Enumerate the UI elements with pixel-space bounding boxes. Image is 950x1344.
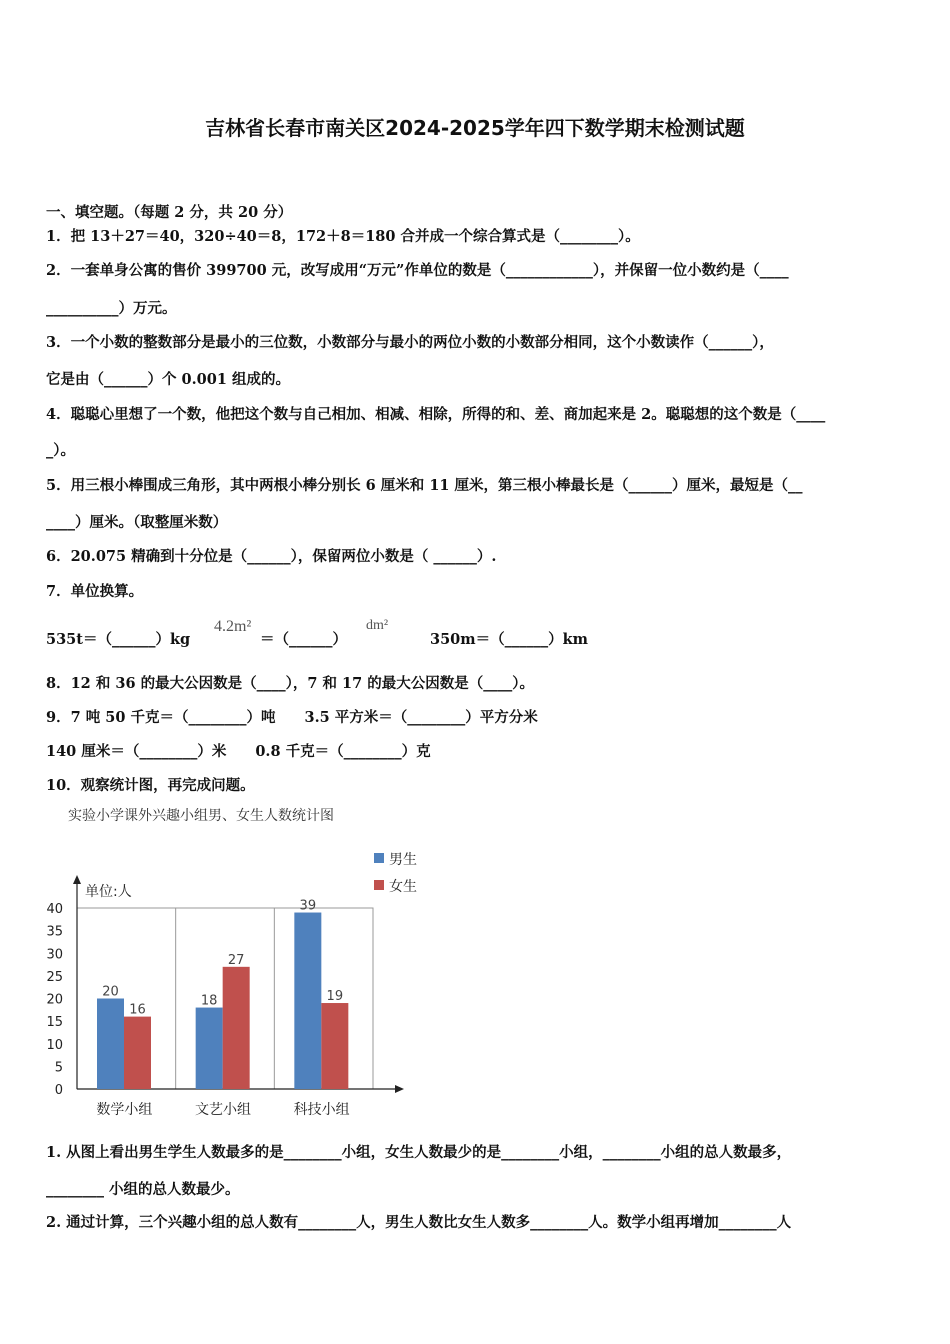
chart-y-tick-label: 30: [46, 947, 63, 963]
chart-x-axis-arrow: [395, 1085, 404, 1093]
chart-y-tick-label: 40: [46, 902, 63, 917]
bar-chart: [40, 800, 440, 1130]
chart-y-tick-label: 35: [46, 924, 63, 940]
question-4-line2: _）。: [46, 442, 75, 459]
question-9-line1: 9．7 吨 50 千克＝（________）吨 3.5 平方米＝（________）平方分米: [46, 709, 538, 726]
chart-legend-swatch: [374, 853, 384, 863]
chart-y-axis-arrow: [73, 875, 81, 884]
unit-conversion-row: [46, 614, 646, 654]
conversion-a: 535t＝（______）kg: [46, 631, 191, 648]
question-9-line2: 140 厘米＝（________）米 0.8 千克＝（________）克: [46, 743, 431, 760]
question-4-line1: 4．聪聪心里想了一个数，他把这个数与自己相加、相减、相除，所得的和、差、商加起来是 2。聪聪想的这个数是（____: [46, 406, 826, 423]
chart-data-label: 18: [200, 993, 218, 1009]
subquestion-1-line1: 1. 从图上看出男生学生人数最多的是________小组，女生人数最少的是________小组，________小组的总人数最多，: [46, 1144, 792, 1161]
question-5-line1: 5．用三根小棒围成三角形，其中两根小棒分别长 6 厘米和 11 厘米，第三根小棒最长是（______）厘米，最短是（__: [46, 477, 803, 494]
chart-bar-boys: [97, 999, 124, 1090]
question-6: 6．20.075 精确到十分位是（______），保留两位小数是（ ______）.: [46, 548, 497, 565]
chart-bar-girls: [223, 967, 250, 1089]
question-5-line2: ____）厘米。（取整厘米数）: [46, 514, 228, 531]
chart-y-tick-label: 20: [46, 992, 63, 1008]
chart-legend-label: 女生: [389, 879, 417, 895]
chart-y-label: 单位:人: [85, 884, 132, 900]
chart-y-tick-label: 10: [46, 1037, 63, 1053]
question-2-line1: 2．一套单身公寓的售价 399700 元，改写成用“万元”作单位的数是（____________），并保留一位小数约是（____: [46, 262, 789, 279]
chart-y-tick-label: 0: [54, 1083, 63, 1098]
question-3-line2: 它是由（______）个 0.001 组成的。: [46, 371, 290, 388]
question-3-line1: 3．一个小数的整数部分是最小的三位数，小数部分与最小的两位小数的小数部分相同，这个小数读作（______），: [46, 334, 774, 351]
chart-data-label: 16: [129, 1002, 146, 1018]
chart-legend-label: 男生: [389, 852, 417, 868]
chart-bar-girls: [321, 1003, 348, 1089]
section-heading: 一、填空题。（每题 2 分，共 20 分）: [46, 204, 293, 221]
chart-x-tick-label: 数学小组: [96, 1102, 153, 1118]
chart-y-tick-label: 25: [46, 969, 63, 985]
chart-title: 实验小学课外兴趣小组男、女生人数统计图: [68, 808, 334, 824]
chart-data-label: 20: [102, 984, 119, 1000]
chart-bar-boys: [294, 913, 321, 1089]
question-1: 1．把 13＋27＝40，320÷40＝8，172＋8＝180 合并成一个综合算式是（________）。: [46, 228, 640, 245]
conversion-c: 350m＝（______）km: [430, 631, 588, 648]
chart-data-label: 27: [227, 952, 245, 968]
question-10: 10．观察统计图，再完成问题。: [46, 777, 255, 794]
chart-bar-girls: [124, 1017, 151, 1089]
chart-bar-boys: [196, 1008, 223, 1089]
chart-y-tick-label: 5: [54, 1060, 63, 1076]
chart-y-tick-label: 15: [46, 1015, 63, 1031]
subquestion-2-line1: 2. 通过计算，三个兴趣小组的总人数有________人，男生人数比女生人数多________人。数学小组再增加________人: [46, 1214, 792, 1231]
conversion-b-unit: dm²: [366, 618, 389, 633]
chart-x-tick-label: 科技小组: [293, 1102, 350, 1118]
subquestion-1-line2: ________ 小组的总人数最少。: [46, 1181, 240, 1198]
bar-chart-svg: [40, 800, 440, 1130]
chart-data-label: 19: [326, 989, 344, 1005]
chart-x-tick-label: 文艺小组: [195, 1102, 251, 1118]
chart-data-label: 39: [299, 898, 317, 914]
page-title: 吉林省长春市南关区2024-2025学年四下数学期末检测试题: [205, 116, 745, 140]
chart-legend-swatch: [374, 880, 384, 890]
question-2-line2: __________）万元。: [46, 300, 177, 317]
question-8: 8．12 和 36 的最大公因数是（____），7 和 17 的最大公因数是（____）。: [46, 675, 534, 692]
conversion-b-formula: 4.2m²: [214, 618, 252, 635]
question-7: 7．单位换算。: [46, 583, 144, 600]
conversion-b-blank: ＝（______）: [260, 631, 347, 648]
